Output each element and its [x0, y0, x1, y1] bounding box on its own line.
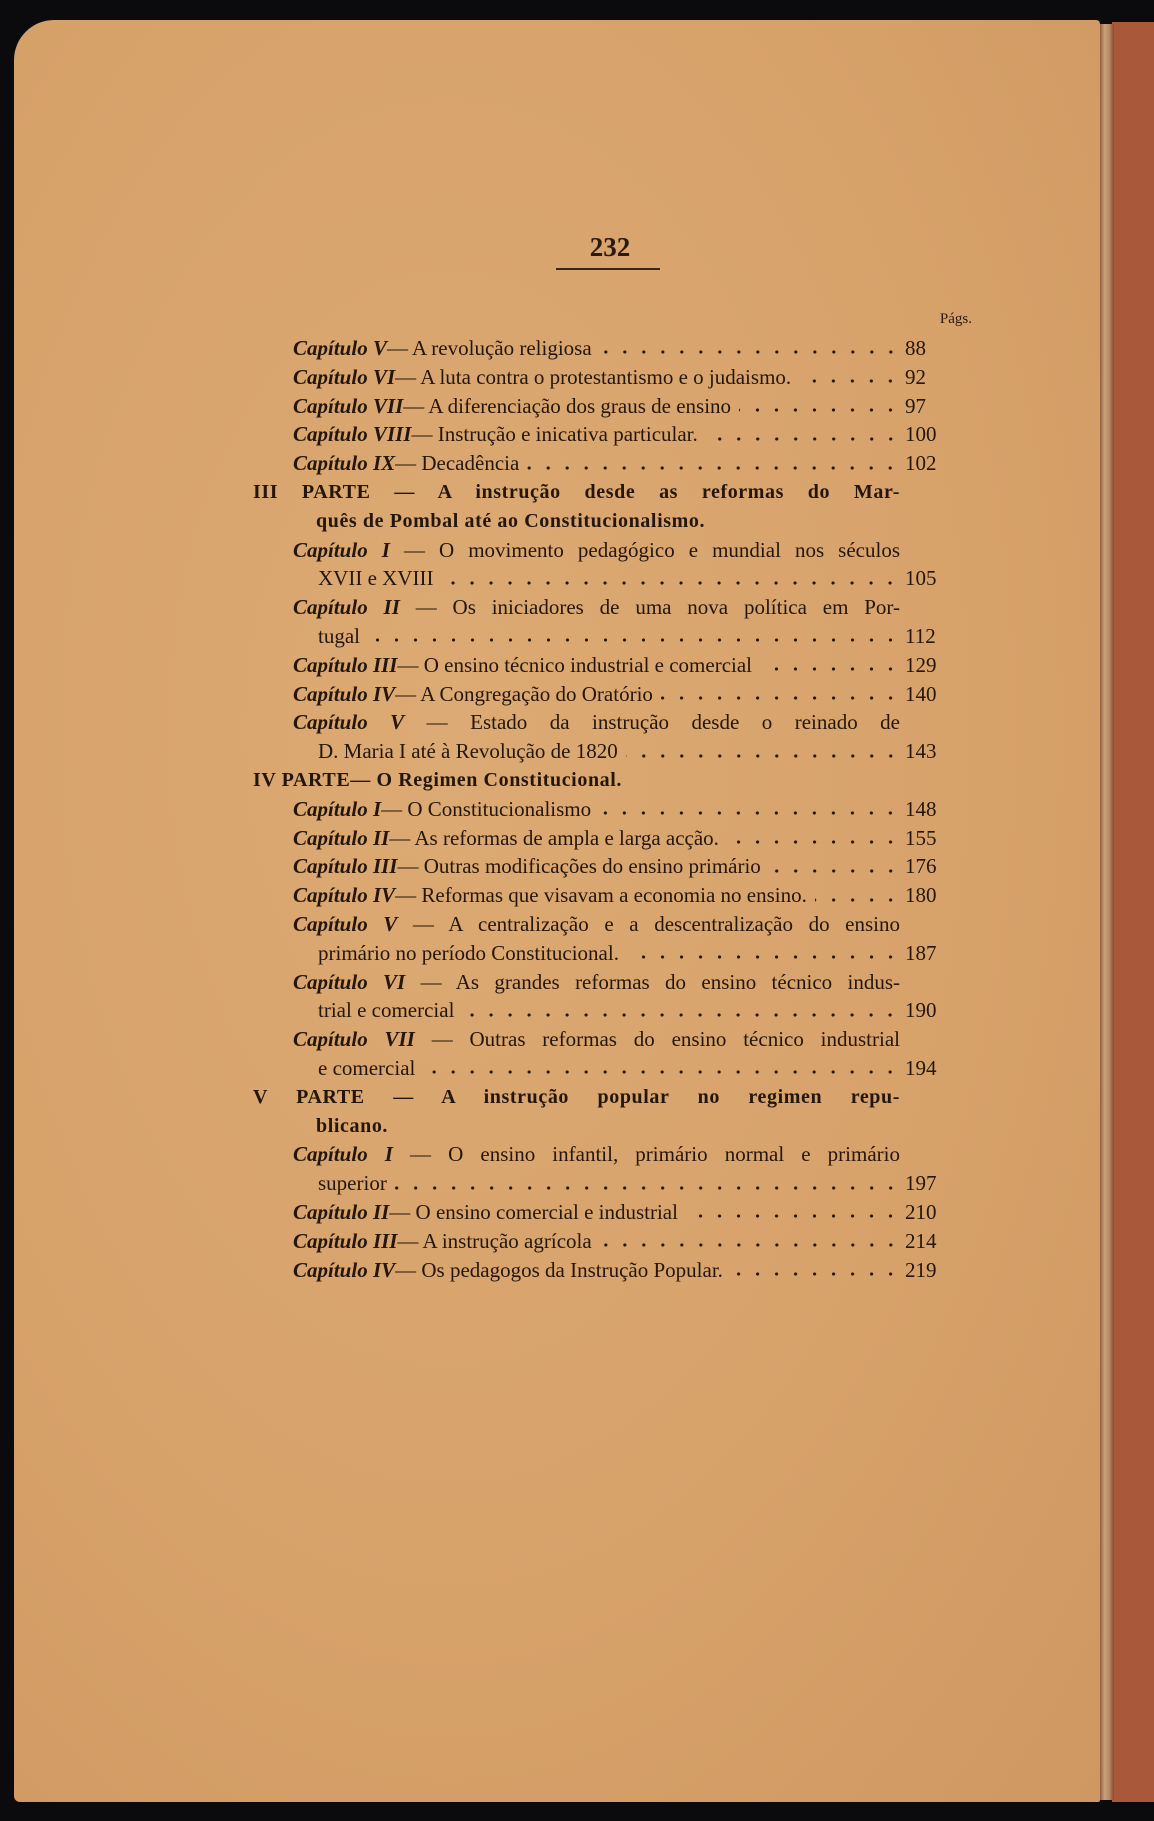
toc-chapter-line: [293, 651, 900, 680]
entry-page-number: 219: [905, 1257, 937, 1282]
entry-title: — A revolução religiosa: [386, 336, 592, 360]
entry-title: — Decadência: [395, 451, 520, 476]
chapter-label: Capítulo VII: [293, 1027, 415, 1052]
part-label: IV PARTE: [253, 769, 351, 791]
entry-page-number: 210: [905, 1200, 937, 1224]
entry-page-number: 190: [905, 998, 937, 1023]
dot-leader: [727, 839, 900, 845]
part-label: V PARTE: [253, 1085, 365, 1108]
entry-title: — A instrução desde as reformas do Mar-: [394, 481, 900, 503]
chapter-label: Capítulo II: [293, 1200, 390, 1224]
entry-page-number: 100: [905, 422, 937, 447]
dot-leader: [600, 349, 900, 355]
entry-title: — Instrução e inicativa particular.: [411, 422, 698, 447]
toc-chapter-line: [293, 910, 900, 939]
dot-leader: [626, 753, 900, 759]
entry-title: — Outras modificações do ensino primário: [397, 854, 761, 879]
toc-chapter-line: [318, 1054, 900, 1083]
chapter-label: Capítulo V: [293, 710, 405, 735]
chapter-label: Capítulo VII: [293, 393, 404, 418]
entry-title: — A centralização e a descentralização do ensino: [412, 912, 901, 936]
toc-chapter-line: [293, 852, 900, 881]
chapter-label: Capítulo VI: [293, 969, 406, 994]
toc-chapter-line: [293, 1227, 900, 1256]
dot-leader: [441, 580, 900, 586]
entry-page-number: 180: [905, 883, 937, 908]
entry-title: — Outras reformas do ensino técnico industrial: [431, 1027, 900, 1052]
entry-title: — A Congregação do Oratório: [395, 681, 653, 706]
toc-chapter-line: [318, 622, 900, 651]
entry-title: — O Regimen Constitucional.: [350, 769, 623, 791]
entry-page-number: 155: [905, 825, 937, 850]
entry-title: — Reformas que visavam a economia no ensino.: [395, 883, 807, 908]
dot-leader: [769, 868, 900, 874]
chapter-label: Capítulo V: [293, 912, 398, 936]
dot-leader: [599, 810, 900, 816]
dot-leader: [799, 378, 900, 384]
entry-page-number: 148: [905, 796, 937, 821]
entry-title: — As grandes reformas do ensino técnico indus-: [420, 969, 901, 994]
entry-title: D. Maria I até à Revolução de 1820: [318, 739, 618, 764]
entry-title: primário no período Constitucional.: [318, 940, 619, 965]
entry-page-number: 112: [905, 624, 936, 648]
entry-title: trial e comercial: [318, 998, 455, 1023]
chapter-label: Capítulo III: [293, 1228, 398, 1253]
entry-page-number: 187: [905, 940, 937, 965]
chapter-label: Capítulo II: [293, 825, 390, 850]
dot-leader: [395, 1185, 900, 1191]
toc-part-line: [253, 1083, 900, 1112]
entry-page-number: 105: [905, 566, 937, 591]
toc-part-line: [316, 1112, 900, 1141]
chapter-label: Capítulo III: [293, 854, 398, 879]
entry-title: — As reformas de ampla e larga acção.: [389, 825, 719, 850]
toc-chapter-line: [293, 1256, 900, 1285]
chapter-label: Capítulo II: [293, 595, 400, 620]
toc-chapter-line: [293, 680, 900, 709]
toc-chapter-line: [293, 449, 900, 478]
chapter-label: Capítulo VI: [293, 364, 396, 389]
entry-page-number: 129: [905, 652, 937, 677]
dot-leader: [368, 637, 900, 643]
entry-title: superior: [318, 1171, 387, 1196]
dot-leader: [815, 897, 900, 903]
entry-title: — Estado da instrução desde o reinado de: [426, 710, 901, 735]
toc-chapter-line: [293, 363, 900, 392]
chapter-label: Capítulo IX: [293, 451, 396, 476]
dot-leader: [462, 1012, 900, 1018]
toc-chapter-line: [293, 1140, 900, 1169]
dot-leader: [760, 666, 900, 672]
page-number: 232: [589, 232, 631, 262]
entry-title: — O ensino técnico industrial e comercial: [397, 652, 753, 677]
toc-chapter-line: [318, 564, 900, 593]
entry-title: — Os pedagogos da Instrução Popular.: [395, 1257, 723, 1282]
toc-chapter-line: [293, 824, 900, 853]
entry-page-number: 97: [905, 393, 926, 418]
entry-page-number: 140: [905, 681, 937, 706]
toc-chapter-line: [318, 737, 900, 766]
part-label: III PARTE: [253, 481, 371, 503]
entry-page-number: 88: [905, 336, 926, 360]
chapter-label: Capítulo IV: [293, 1257, 396, 1282]
chapter-label: Capítulo V: [293, 336, 387, 360]
toc-chapter-line: [293, 881, 900, 910]
entry-page-number: 143: [905, 739, 937, 764]
entry-title: blicano.: [316, 1114, 389, 1137]
toc-chapter-line: [318, 939, 900, 968]
toc-part-line: [253, 766, 900, 795]
pages-column-header: Págs.: [939, 311, 972, 327]
entry-title: — O Constitucionalismo: [381, 796, 592, 821]
entry-title: — A luta contra o protestantismo e o judaismo.: [395, 364, 792, 389]
entry-page-number: 214: [905, 1228, 937, 1253]
entry-title: — Os iniciadores de uma nova política em Por-: [415, 595, 901, 620]
entry-page-number: 197: [905, 1171, 937, 1196]
chapter-label: Capítulo VIII: [293, 422, 412, 447]
toc-part-line: [316, 507, 900, 536]
dot-leader: [739, 407, 900, 413]
toc-chapter-line: [293, 593, 900, 622]
toc-chapter-line: [293, 968, 900, 997]
entry-page-number: 176: [905, 854, 937, 879]
chapter-label: Capítulo IV: [293, 681, 396, 706]
entry-title: XVII e XVIII: [318, 566, 434, 591]
dot-leader: [600, 1242, 900, 1248]
dot-leader: [661, 695, 900, 701]
toc-chapter-line: [293, 392, 900, 421]
toc-chapter-line: [293, 1198, 900, 1227]
toc-chapter-line: [293, 334, 900, 363]
dot-leader: [731, 1271, 900, 1277]
book-cover-edge: [1112, 22, 1154, 1802]
toc-chapter-line: [293, 420, 900, 449]
entry-page-number: 194: [905, 1056, 937, 1080]
entry-title: — A diferenciação dos graus de ensino: [403, 393, 732, 418]
toc-chapter-line: [318, 996, 900, 1025]
toc-chapter-line: [318, 1169, 900, 1198]
dot-leader: [423, 1069, 900, 1075]
toc-chapter-line: [293, 708, 900, 737]
entry-title: — O ensino infantil, primário normal e primário: [410, 1142, 900, 1167]
chapter-label: Capítulo I: [293, 1142, 393, 1167]
entry-title: e comercial: [318, 1056, 416, 1080]
entry-title: — A instrução agrícola: [397, 1228, 592, 1253]
page-number-rule: [556, 268, 660, 270]
toc-chapter-line: [293, 536, 900, 565]
dot-leader: [706, 436, 900, 442]
chapter-label: Capítulo III: [293, 652, 398, 677]
toc-part-line: [253, 478, 900, 507]
toc-chapter-line: [293, 795, 900, 824]
entry-title: — O movimento pedagógico e mundial nos séculos: [403, 537, 900, 562]
toc-chapter-line: [293, 1025, 900, 1054]
entry-title: quês de Pombal até ao Constitucionalismo.: [316, 509, 706, 532]
entry-title: tugal: [318, 624, 360, 648]
dot-leader: [686, 1213, 900, 1219]
dot-leader: [627, 954, 900, 960]
entry-page-number: 102: [905, 451, 937, 476]
entry-page-number: 92: [905, 364, 926, 389]
entry-title: — A instrução popular no regimen repu-: [393, 1085, 900, 1108]
chapter-label: Capítulo I: [293, 537, 390, 562]
page-gutter: [1098, 24, 1114, 1800]
chapter-label: Capítulo IV: [293, 883, 396, 908]
entry-title: — O ensino comercial e industrial: [389, 1200, 678, 1224]
chapter-label: Capítulo I: [293, 796, 382, 821]
dot-leader: [527, 465, 900, 471]
